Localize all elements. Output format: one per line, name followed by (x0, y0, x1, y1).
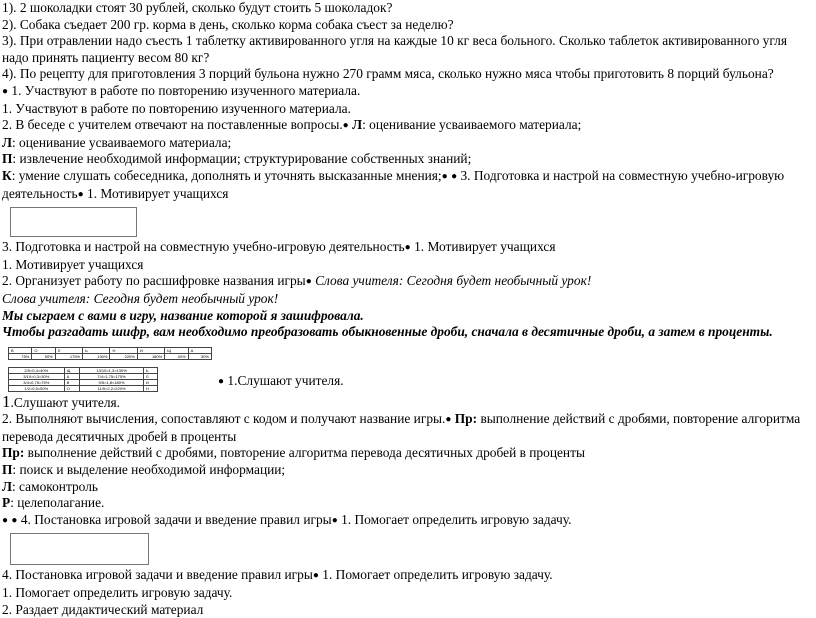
solution-table: 2/5=0,4=40% Щ 13/10=1,3=130% Ь 3/10=0,3=30% А 7/4=1,75=175% Л 3/4=0,75=75% В 9/5=1,8=180% И 1/2=0,5=50% О 11/5=2,2=220% Н (8, 367, 158, 392)
para: ● ● 4. Постановка игровой задачи и введение правил игры● 1. Помогает определить игровую задачу. (2, 511, 572, 527)
task-2: 2). Собака съедает 200 гр. корма в день, сколько корма собака съест за неделю? (2, 16, 454, 32)
text: : извлечение необходимой информации; структурирование собственных знаний; (12, 151, 472, 167)
cipher-table (8, 347, 212, 360)
para: 1.Слушают учителя. (2, 391, 121, 411)
cell: 40% (165, 353, 188, 359)
label: Л (2, 134, 12, 150)
text: : оценивание усваиваемого материала; (11, 134, 232, 150)
text: 1.Слушают учителя. (227, 372, 344, 388)
cell: 50% (32, 353, 55, 359)
cell: Л (55, 347, 82, 353)
text: : оценивание усваиваемого материала; (362, 117, 582, 133)
cell: 220% (110, 353, 137, 359)
para: 2. Выполняют вычисления, сопоставляют с кодом и получают название игры.● Пр: выполнение действий с дробями, повторение алгоритма перевода десятичных дробей в проценты (2, 411, 801, 444)
label: К (2, 167, 12, 183)
bullet-icon: ● (451, 170, 458, 182)
para (2, 168, 812, 203)
bullet-icon: ● (2, 514, 9, 526)
para: Пр: выполнение действий с дробями, повторение алгоритма перевода десятичных дробей в проценты (2, 445, 585, 461)
para (2, 273, 812, 291)
bullet-icon: ● (2, 85, 9, 97)
cell: 175% (55, 353, 82, 359)
task-1: 1). 2 шоколадки стоят 30 рублей, сколько будут стоить 5 шоколадок? (2, 0, 393, 15)
para (218, 373, 344, 391)
bullet-icon: ● (404, 242, 411, 254)
para: Мы сыграем с вами в игру, название которой я зашифровала. (2, 307, 364, 323)
bullet-icon: ● (312, 570, 319, 582)
cell: Н (110, 347, 137, 353)
task-3: 3). При отравлении надо съесть 1 таблетку активированного угля на каждые 10 кг веса больного. Сколько таблеток активированного угля надо принять пациенту весом 80 кг? (2, 33, 788, 65)
text: 1. Мотивирует учащихся (414, 239, 556, 255)
para: 1. Мотивирует учащихся (2, 256, 144, 272)
text: 3. Подготовка и настрой на совместную учебно-игровую деятельность (2, 239, 405, 255)
para: Слова учителя: Сегодня будет необычный урок! (2, 290, 279, 306)
task-4: 4). По рецепту для приготовления 3 порций бульона нужно 270 грамм мяса, сколько нужно мяса чтобы приготовить 8 порций бульона? (2, 66, 774, 82)
label: П (2, 151, 13, 167)
bullet-icon: ● (305, 276, 312, 288)
cell: А (188, 347, 211, 353)
para (2, 83, 812, 101)
cell: Ь (83, 347, 110, 353)
cell: В (9, 347, 32, 353)
text: 2. Организует работу по расшифровке названия игры (2, 273, 306, 289)
text: 1. Участвуют в работе по повторению изученного материала. (11, 82, 361, 98)
cell: 180% (137, 353, 164, 359)
cell: Щ (165, 347, 188, 353)
para (2, 135, 812, 152)
bullet-icon: ● (218, 375, 225, 387)
text: Слова учителя: Сегодня будет необычный урок! (315, 273, 592, 289)
para (2, 151, 812, 168)
bullet-icon: ● (331, 514, 338, 526)
bullet-icon: ● (77, 188, 84, 200)
bullet-icon: ● (445, 414, 452, 426)
empty-frame (10, 533, 149, 565)
cell: О (32, 347, 55, 353)
bullet-icon: ● (342, 120, 349, 132)
para: Р: целеполагание. (2, 495, 105, 511)
para: Л: самоконтроль (2, 478, 98, 494)
bullet-icon: ● (441, 170, 448, 182)
text: 3. Подготовка и настрой на совместную учебно-игровую деятельность (2, 167, 785, 201)
bullet-icon: ● (11, 514, 18, 526)
cell: 75% (9, 353, 32, 359)
empty-frame (10, 207, 137, 237)
para (2, 117, 812, 135)
text: : умение слушать собеседника, дополнять и уточнять высказанные мнения; (11, 167, 442, 183)
label: Л (352, 117, 363, 133)
para: 1. Участвуют в работе по повторению изученного материала. (2, 100, 351, 116)
para: 4. Постановка игровой задачи и введение правил игры● 1. Помогает определить игровую задачу. (2, 567, 553, 583)
cell: И (137, 347, 164, 353)
cell: 130% (83, 353, 110, 359)
para: 2. Раздает дидактический материал (2, 601, 204, 617)
para: П: поиск и выделение необходимой информации; (2, 462, 286, 478)
text: 2. В беседе с учителем отвечают на поставленные вопросы. (2, 117, 343, 133)
text: 1. Мотивирует учащихся (87, 185, 229, 201)
para: Чтобы разгадать шифр, вам необходимо преобразовать обыкновенные дроби, сначала в десятичные дроби, а затем в проценты. (2, 324, 773, 340)
cell: 30% (188, 353, 211, 359)
para: 1. Помогает определить игровую задачу. (2, 585, 233, 601)
para (2, 239, 812, 257)
